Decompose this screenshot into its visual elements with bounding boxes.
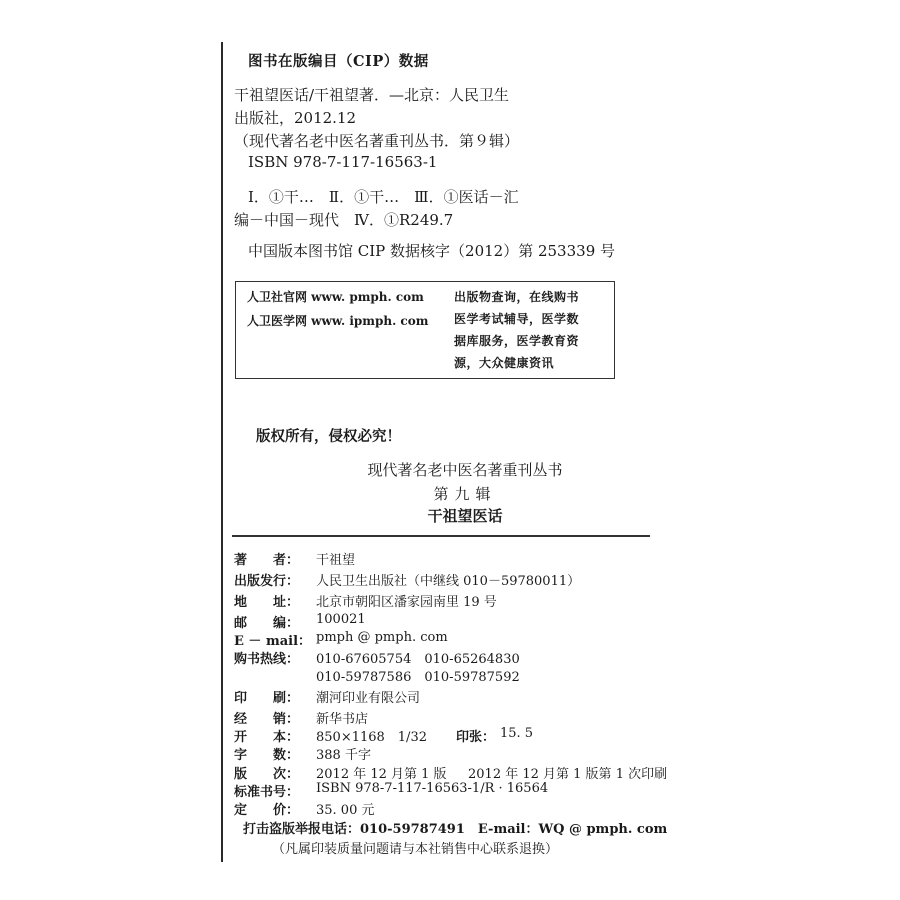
sheets-value: 15. 5 (500, 726, 534, 741)
cip-line: ISBN 978-7-117-16563-1 (248, 153, 438, 171)
website-info-box (235, 281, 615, 379)
value: 北京市朝阳区潘家园南里 19 号 (316, 595, 497, 610)
value: 人民卫生出版社（中继线 010－59780011） (316, 574, 581, 589)
label: 著 者： (234, 553, 300, 568)
cip-line: 编－中国－现代 Ⅳ．①R249.7 (234, 211, 454, 229)
label: 购书热线： (234, 652, 300, 667)
series-volume: 第九辑 (433, 485, 497, 503)
cip-title: 图书在版编目（CIP）数据 (248, 53, 429, 70)
website-ipmph: 人卫医学网 www. ipmph. com (247, 314, 429, 328)
value: 新华书店 (316, 712, 369, 727)
value: 010-59787586 010-59787592 (316, 670, 520, 685)
cip-line: （现代著名老中医名著重刊丛书．第９辑） (234, 132, 520, 150)
label: 经 销： (234, 712, 300, 727)
label: 标准书号： (234, 785, 300, 800)
label: 开 本： (234, 730, 300, 745)
page-margin-rule (221, 42, 223, 862)
cip-data-number: 中国版本图书馆 CIP 数据核字（2012）第 253339 号 (248, 242, 616, 260)
label: 定 价： (234, 803, 300, 818)
cip-line: 干祖望医话/干祖望著．—北京：人民卫生 (234, 86, 510, 104)
series-title: 现代著名老中医名著重刊丛书 (367, 461, 563, 479)
service-line: 源，大众健康资讯 (454, 356, 555, 370)
copyright-notice: 版权所有，侵权必究！ (256, 428, 401, 445)
label: E － mail： (234, 634, 312, 649)
label: 字 数： (234, 748, 300, 763)
service-line: 医学考试辅导，医学数 (454, 312, 580, 326)
cip-line: 出版社，2012.12 (234, 109, 357, 127)
sheets-label: 印张： (456, 730, 496, 745)
label: 印 刷： (234, 691, 300, 706)
anti-piracy-hotline: 打击盗版举报电话：010-59787491 E-mail：WQ @ pmph. com (243, 822, 668, 837)
value: 010-67605754 010-65264830 (316, 652, 520, 667)
value: ISBN 978-7-117-16563-1/R · 16564 (316, 781, 549, 796)
book-title: 干祖望医话 (427, 507, 503, 525)
website-pmph: 人卫社官网 www. pmph. com (247, 290, 424, 304)
label: 版 次： (234, 767, 300, 782)
value: pmph @ pmph. com (316, 630, 448, 645)
service-line: 出版物查询，在线购书 (454, 290, 580, 304)
value: 100021 (316, 612, 366, 627)
label: 地 址： (234, 595, 300, 610)
cip-line: Ⅰ．①干… Ⅱ．①干… Ⅲ．①医话－汇 (248, 188, 519, 206)
printing-value: 2012 年 12 月第 1 版第 1 次印刷 (468, 767, 668, 782)
label: 出版发行： (234, 574, 300, 589)
value: 35. 00 元 (316, 803, 375, 818)
label: 邮 编： (234, 616, 300, 631)
value: 388 千字 (316, 748, 371, 763)
value: 干祖望 (316, 553, 356, 568)
value: 850×1168 1/32 (316, 730, 427, 745)
quality-notice: （凡属印装质量问题请与本社销售中心联系退换） (272, 842, 559, 857)
divider-top (232, 535, 650, 537)
service-line: 据库服务，医学教育资 (454, 334, 580, 348)
value: 潮河印业有限公司 (316, 691, 421, 706)
value: 2012 年 12 月第 1 版 (316, 767, 447, 782)
